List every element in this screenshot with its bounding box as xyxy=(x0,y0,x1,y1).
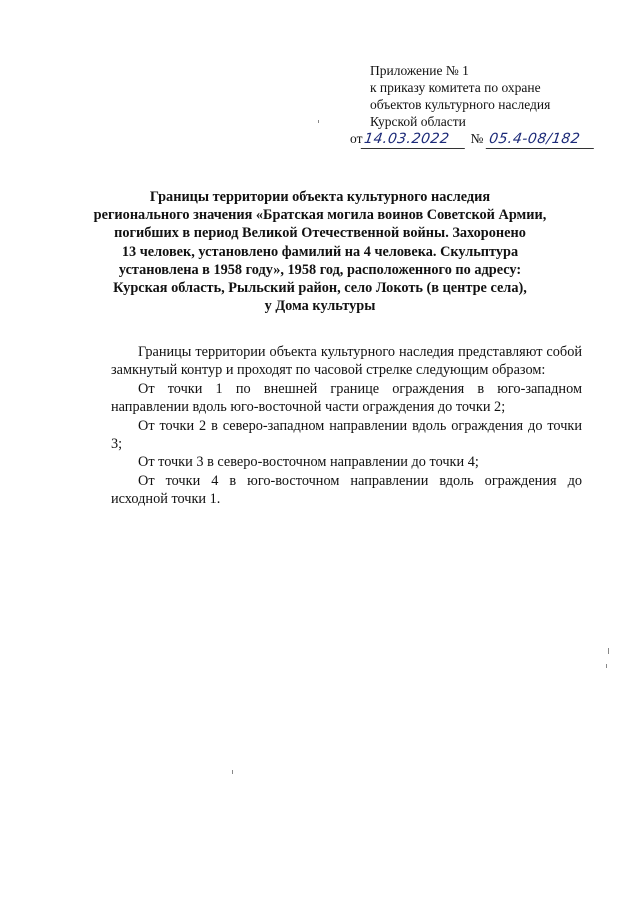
scan-speck xyxy=(608,648,609,654)
handwritten-order-number: 05.4-08/182 xyxy=(486,131,597,149)
appendix-header xyxy=(350,62,620,149)
title-line: регионального значения «Братская могила воинов Советской Армии, xyxy=(93,207,547,224)
title-line: Курская область, Рыльский район, село Локоть (в центре села), xyxy=(113,280,527,297)
scan-speck xyxy=(232,770,233,774)
appendix-line: Курской области xyxy=(370,114,466,129)
title-line: Границы территории объекта культурного наследия xyxy=(149,189,491,205)
title-line: у Дома культуры xyxy=(264,298,376,315)
scan-speck xyxy=(606,664,607,668)
scan-speck xyxy=(318,120,319,123)
appendix-line: Приложение № 1 xyxy=(370,63,469,78)
body-paragraph: От точки 2 в северо-западном направлении вдоль ограждения до точки 3; xyxy=(111,417,582,453)
title-line: погибших в период Великой Отечественной войны. Захоронено xyxy=(114,225,526,242)
body-paragraph: Границы территории объекта культурного наследия представляют собой замкнутый контур и проходят по часовой стрелке следующим образом: xyxy=(111,344,582,379)
body-paragraph: От точки 1 по внешней границе ограждения в юго-западном направлении вдоль юго-восточной части ограждения до точки 2; xyxy=(111,380,582,416)
appendix-line: объектов культурного наследия xyxy=(370,97,551,112)
date-prefix: от xyxy=(350,131,363,146)
appendix-line: к приказу комитета по охране xyxy=(370,80,541,95)
document-body xyxy=(111,343,582,509)
number-sign: № xyxy=(470,131,484,146)
order-date-number xyxy=(350,130,620,149)
handwritten-date: 14.03.2022 xyxy=(361,131,468,149)
body-paragraph: От точки 4 в юго-восточном направлении вдоль ограждения до исходной точки 1. xyxy=(111,472,582,508)
body-paragraph: От точки 3 в северо-восточном направлении до точки 4; xyxy=(138,454,479,471)
title-line: 13 человек, установлено фамилий на 4 человека. Скульптура xyxy=(121,243,519,260)
document-title xyxy=(60,188,580,315)
title-line: установлена в 1958 году», 1958 год, расположенного по адресу: xyxy=(118,261,522,278)
